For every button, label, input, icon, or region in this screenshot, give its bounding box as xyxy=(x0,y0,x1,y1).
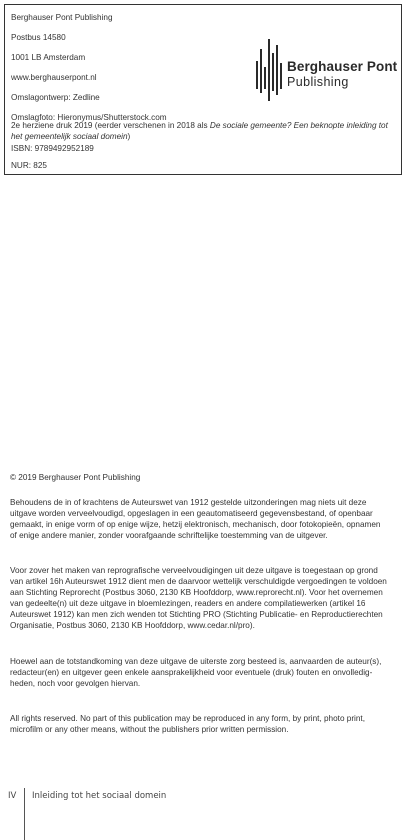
imprint-box xyxy=(4,4,402,175)
running-title: Inleiding tot het sociaal domein xyxy=(32,791,167,801)
paragraph-line: Behoudens de in of krachtens de Auteurswet van 1912 gestelde uitzonderingen mag niets uit deze xyxy=(10,498,367,507)
imprint-publisher: Berghauser Pont Publishing xyxy=(11,13,113,22)
logo-bars-icon xyxy=(255,39,283,101)
logo-line-1: Berghauser Pont xyxy=(287,59,398,74)
imprint-cover-design: Omslagontwerp: Zedline xyxy=(11,93,100,102)
paragraph-line: redacteur(en) en uitgever geen enkele aansprakelijkheid voor eventuele (druk) fouten en onvolledig- xyxy=(10,668,373,677)
paragraph-line: heden, noch voor gevolgen hiervan. xyxy=(10,679,141,688)
rights-paragraph-english xyxy=(10,713,402,735)
paragraph-line: All rights reserved. No part of this publication may be reproduced in any form, by print, photo print, xyxy=(10,714,365,723)
copyright-line: © 2019 Berghauser Pont Publishing xyxy=(10,473,141,482)
reprorecht-paragraph xyxy=(10,565,402,631)
footer-divider xyxy=(24,788,25,840)
paragraph-line: aan Stichting Reprorecht (Postbus 3060, 2130 KB Hoofddorp, www.reprorecht.nl). Voor het overnemen xyxy=(10,588,383,597)
logo-wordmark xyxy=(287,59,397,90)
paragraph-line: Hoewel aan de totstandkoming van deze uitgave de uiterste zorg besteed is, aanvaarden de auteur(s), xyxy=(10,657,382,666)
paragraph-line: gemaakt, in enige vorm of op enige wijze, hetzij elektronisch, mechanisch, door fotokopieën, opnamen xyxy=(10,520,381,529)
imprint-cover-photo: Omslagfoto: Hieronymus/Shutterstock.com xyxy=(11,113,167,122)
paragraph-line: Voor zover het maken van reprografische verveelvoudigingen uit deze uitgave is toegestaan op grond xyxy=(10,566,378,575)
paragraph-line: Organisatie, Postbus 3060, 2130 KB Hoofddorp, www.cedar.nl/pro). xyxy=(10,621,255,630)
imprint-edition xyxy=(11,120,391,142)
paragraph-line: of enige andere manier, zonder voorafgaande schriftelijke toestemming van de uitgever. xyxy=(10,531,328,540)
paragraph-line: microfilm or any other means, without the publishers prior written permission. xyxy=(10,725,289,734)
imprint-address: 1001 LB Amsterdam xyxy=(11,53,86,62)
paragraph-line: van gedeelte(n) uit deze uitgave in bloemlezingen, readers en andere compilatiewerken (artikel 16 xyxy=(10,599,366,608)
rights-paragraph-dutch xyxy=(10,497,402,541)
liability-paragraph xyxy=(10,656,402,689)
paragraph-line: uitgave worden verveelvoudigd, opgeslagen in een geautomatiseerd gegevensbestand, of openbaar xyxy=(10,509,373,518)
paragraph-line: Auteurswet 1912) kan men zich wenden tot Stichting PRO (Stichting Publicatie- en Reproductierechten xyxy=(10,610,383,619)
publisher-logo xyxy=(255,39,398,101)
imprint-isbn: ISBN: 9789492952189 xyxy=(11,144,94,153)
edition-suffix: ) xyxy=(127,132,131,141)
edition-prefix: 2e herziene druk 2019 (eerder verschenen in 2018 als xyxy=(11,121,210,130)
imprint-postbus: Postbus 14580 xyxy=(11,33,66,42)
edition-title: De sociale gemeente? Een beknopte inleiding tot het gemeentelijk sociaal domein xyxy=(11,121,388,141)
page-number: IV xyxy=(8,791,17,801)
logo-line-2: Publishing xyxy=(287,75,349,89)
imprint-nur: NUR: 825 xyxy=(11,161,47,170)
imprint-website: www.berghauserpont.nl xyxy=(11,73,97,82)
paragraph-line: van artikel 16h Auteurswet 1912 dient men de daarvoor wettelijk verschuldigde vergoedingen te voldoen xyxy=(10,577,387,586)
